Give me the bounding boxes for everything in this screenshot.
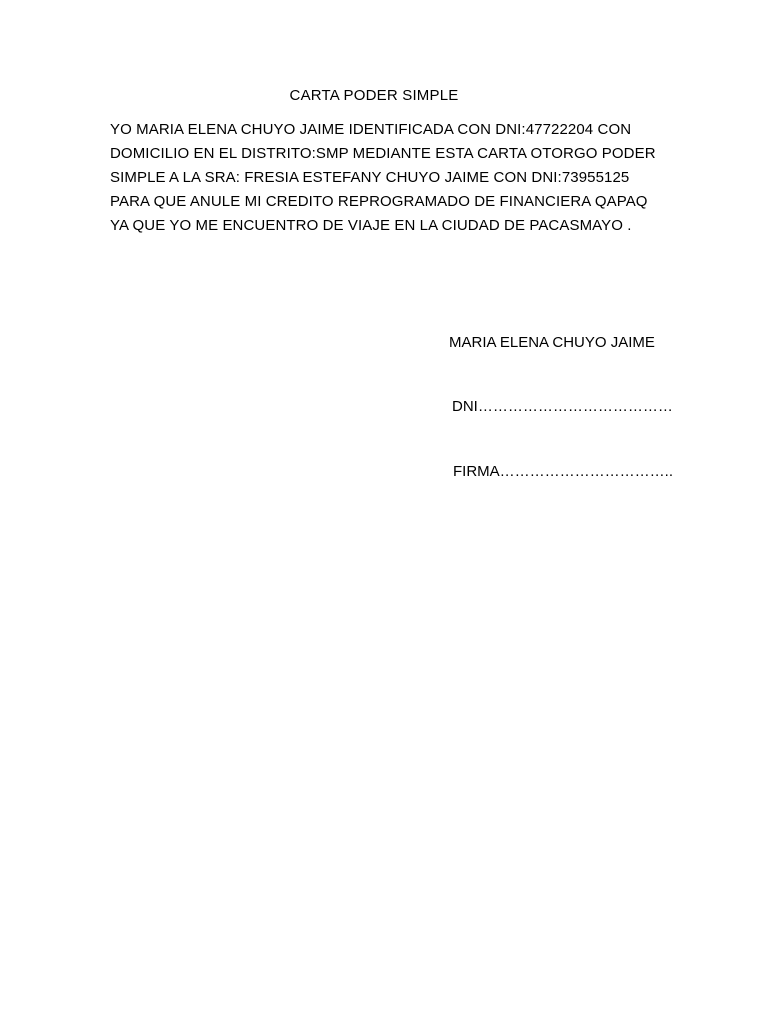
signature-firma-line: FIRMA…………………………….. — [453, 463, 673, 480]
document-body — [110, 118, 670, 238]
body-line-1: YO MARIA ELENA CHUYO JAIME IDENTIFICADA CON DNI:47722204 CON — [110, 121, 632, 138]
body-line-3: SIMPLE A LA SRA: FRESIA ESTEFANY CHUYO JAIME CON DNI:73955125 — [110, 169, 630, 186]
document-title: CARTA PODER SIMPLE — [289, 87, 459, 104]
body-line-5: YA QUE YO ME ENCUENTRO DE VIAJE EN LA CIUDAD DE PACASMAYO . — [110, 217, 632, 234]
signature-dni-line: DNI………………………………… — [452, 398, 673, 415]
body-line-4: PARA QUE ANULE MI CREDITO REPROGRAMADO DE FINANCIERA QAPAQ — [110, 193, 648, 210]
body-line-2: DOMICILIO EN EL DISTRITO:SMP MEDIANTE ESTA CARTA OTORGO PODER — [110, 145, 656, 162]
signatory-name: MARIA ELENA CHUYO JAIME — [449, 334, 655, 351]
